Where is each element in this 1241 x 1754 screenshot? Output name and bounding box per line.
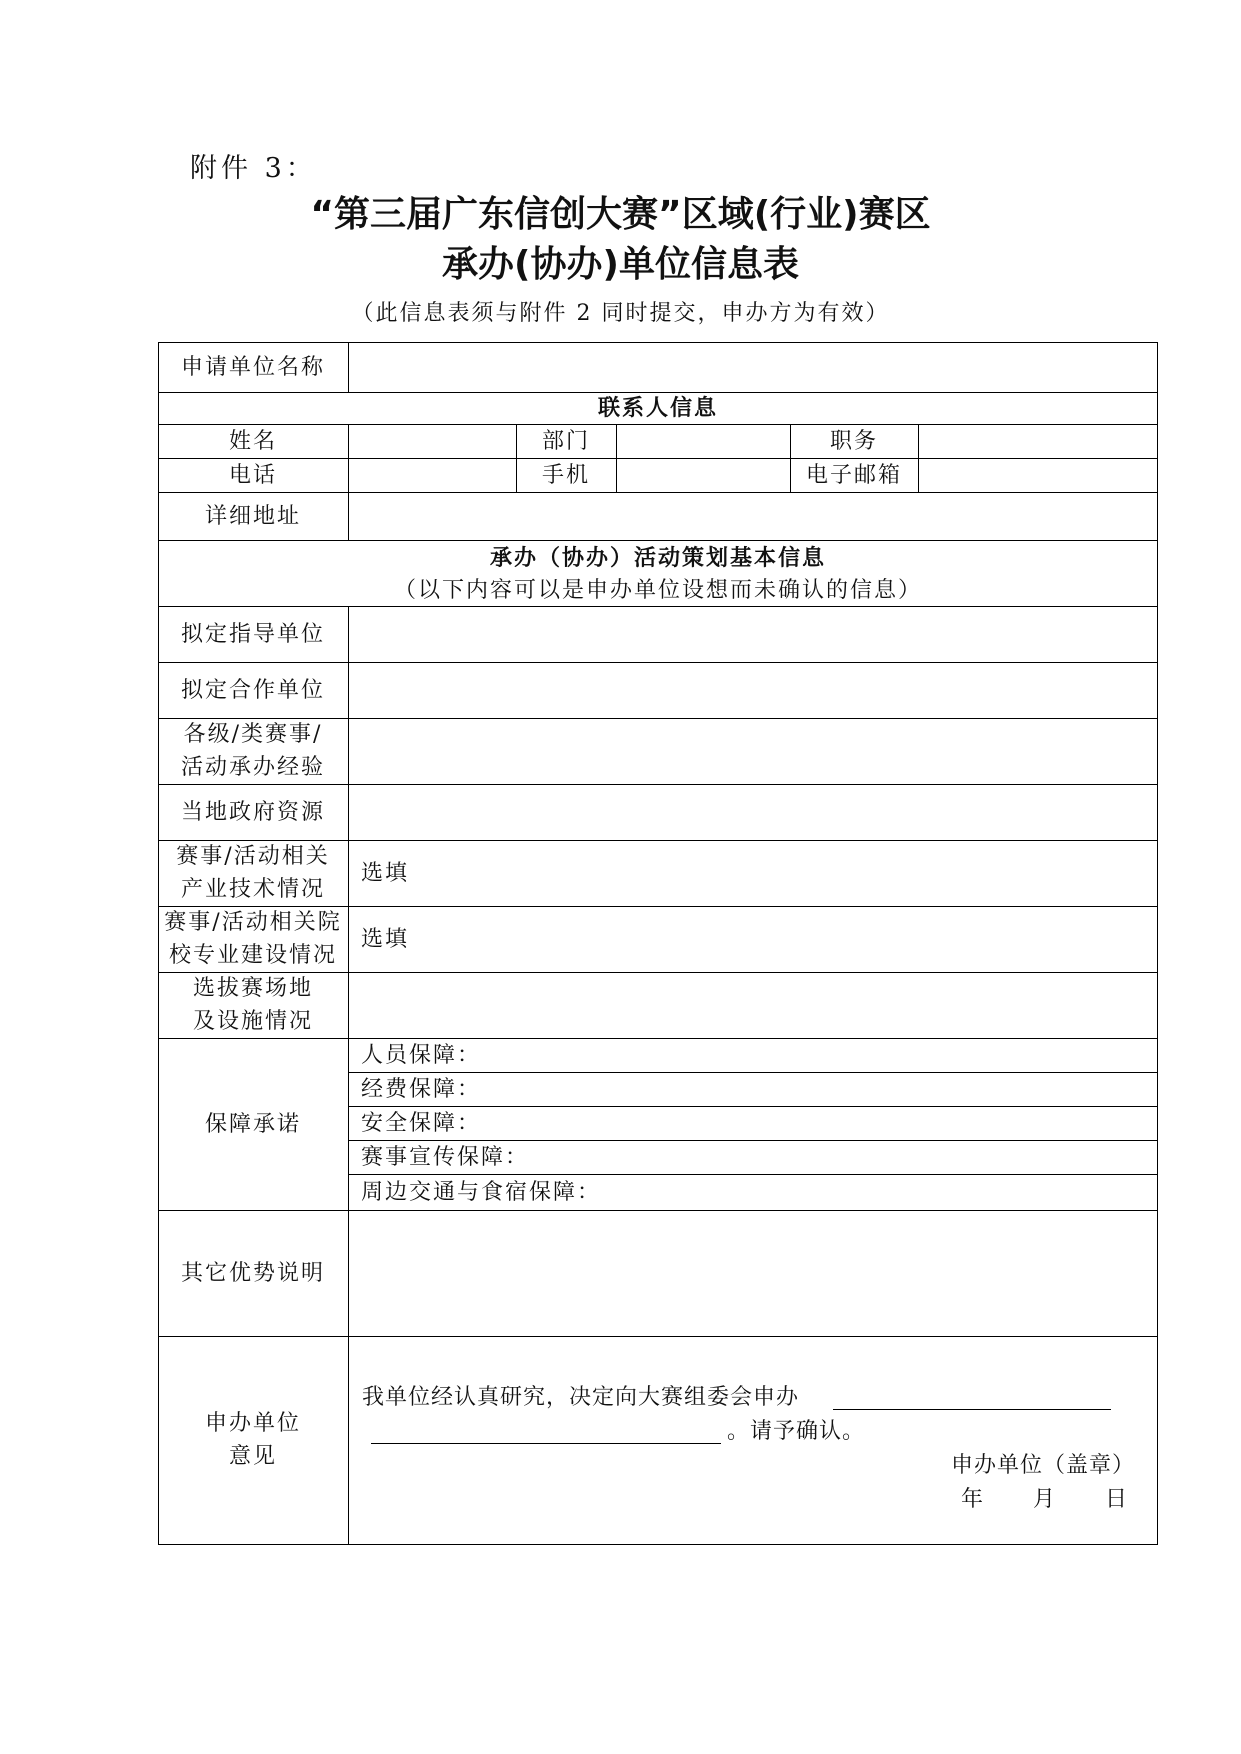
contact-dept-label: 部门 — [541, 428, 590, 454]
college-optional-hint: 选填 — [361, 927, 410, 952]
contact-email-field[interactable] — [919, 459, 1157, 492]
attachment-label: 附件 3： — [190, 153, 317, 184]
experience-field[interactable] — [349, 719, 1157, 784]
opinion-field[interactable] — [349, 1337, 1157, 1544]
stamp-label: 申办单位（盖章） — [951, 1453, 1136, 1478]
form-title-line1: “第三届广东信创大赛”区域(行业)赛区 — [310, 194, 931, 235]
gov-resource-label: 当地政府资源 — [180, 799, 325, 825]
opinion-statement: 我单位经认真研究，决定向大赛组委会申办 — [362, 1385, 800, 1410]
other-advantages-label: 其它优势说明 — [180, 1260, 325, 1286]
venue-label-line1: 选拔赛场地 — [192, 976, 313, 1001]
industry-label-line2: 产业技术情况 — [180, 877, 325, 902]
applicant-name-label: 申请单位名称 — [180, 354, 325, 380]
opinion-confirm-text: 。请予确认。 — [727, 1419, 866, 1444]
venue-field[interactable] — [349, 973, 1157, 1038]
submission-note: （此信息表须与附件 2 同时提交，申办方为有效） — [351, 301, 890, 326]
contact-phone-label: 电话 — [228, 462, 277, 488]
contact-section-title: 联系人信息 — [597, 394, 718, 421]
industry-label — [158, 840, 348, 906]
opinion-label-line2: 意见 — [228, 1444, 277, 1469]
contact-position-field[interactable] — [919, 425, 1157, 458]
experience-label-line2: 活动承办经验 — [180, 755, 325, 780]
partner-unit-label: 拟定合作单位 — [180, 677, 325, 703]
contact-name-label: 姓名 — [228, 428, 277, 454]
venue-label — [158, 972, 348, 1038]
contact-dept-field[interactable] — [617, 425, 790, 458]
guarantee-personnel-field[interactable]: 人员保障： — [361, 1043, 482, 1068]
college-label-line1: 赛事/活动相关院 — [164, 910, 342, 935]
contact-mobile-label: 手机 — [541, 462, 590, 488]
contact-position-label: 职务 — [829, 428, 878, 454]
contact-phone-field[interactable] — [349, 459, 516, 492]
guarantee-transport-lodging-field[interactable]: 周边交通与食宿保障： — [361, 1180, 602, 1205]
industry-label-line1: 赛事/活动相关 — [176, 844, 330, 869]
table-border-right — [1157, 342, 1158, 1545]
venue-label-line2: 及设施情况 — [192, 1009, 313, 1034]
industry-field[interactable] — [349, 841, 1157, 906]
college-label-line2: 校专业建设情况 — [168, 943, 337, 968]
applicant-name-field[interactable] — [349, 343, 1157, 392]
partner-unit-field[interactable] — [349, 663, 1157, 718]
guide-unit-label: 拟定指导单位 — [180, 621, 325, 647]
plan-section-title: 承办（协办）活动策划基本信息 — [489, 544, 826, 571]
contact-name-field[interactable] — [349, 425, 516, 458]
plan-section-subtitle: （以下内容可以是申办单位设想而未确认的信息） — [393, 577, 922, 603]
opinion-blank-2[interactable] — [371, 1443, 721, 1444]
address-label: 详细地址 — [204, 503, 301, 529]
table-border-bottom — [158, 1544, 1158, 1545]
opinion-label-line1: 申办单位 — [204, 1411, 301, 1436]
guarantee-funding-field[interactable]: 经费保障： — [361, 1077, 482, 1102]
date-year-label: 年 — [961, 1487, 985, 1512]
address-field[interactable] — [349, 493, 1157, 540]
opinion-label — [158, 1336, 348, 1544]
form-title-line2: 承办(协办)单位信息表 — [442, 244, 799, 285]
experience-label — [158, 718, 348, 784]
college-label — [158, 906, 348, 972]
contact-mobile-field[interactable] — [617, 459, 790, 492]
contact-email-label: 电子邮箱 — [805, 462, 902, 488]
gov-resource-field[interactable] — [349, 785, 1157, 840]
opinion-blank-1[interactable] — [833, 1409, 1111, 1410]
guarantee-publicity-field[interactable]: 赛事宣传保障： — [361, 1145, 530, 1170]
guarantee-safety-field[interactable]: 安全保障： — [361, 1111, 482, 1136]
other-advantages-field[interactable] — [349, 1211, 1157, 1336]
date-month-label: 月 — [1033, 1487, 1057, 1512]
guide-unit-field[interactable] — [349, 607, 1157, 662]
college-field[interactable] — [349, 907, 1157, 972]
date-day-label: 日 — [1105, 1487, 1129, 1512]
guarantee-label: 保障承诺 — [204, 1111, 301, 1137]
industry-optional-hint: 选填 — [361, 861, 410, 886]
experience-label-line1: 各级/类赛事/ — [183, 722, 323, 747]
